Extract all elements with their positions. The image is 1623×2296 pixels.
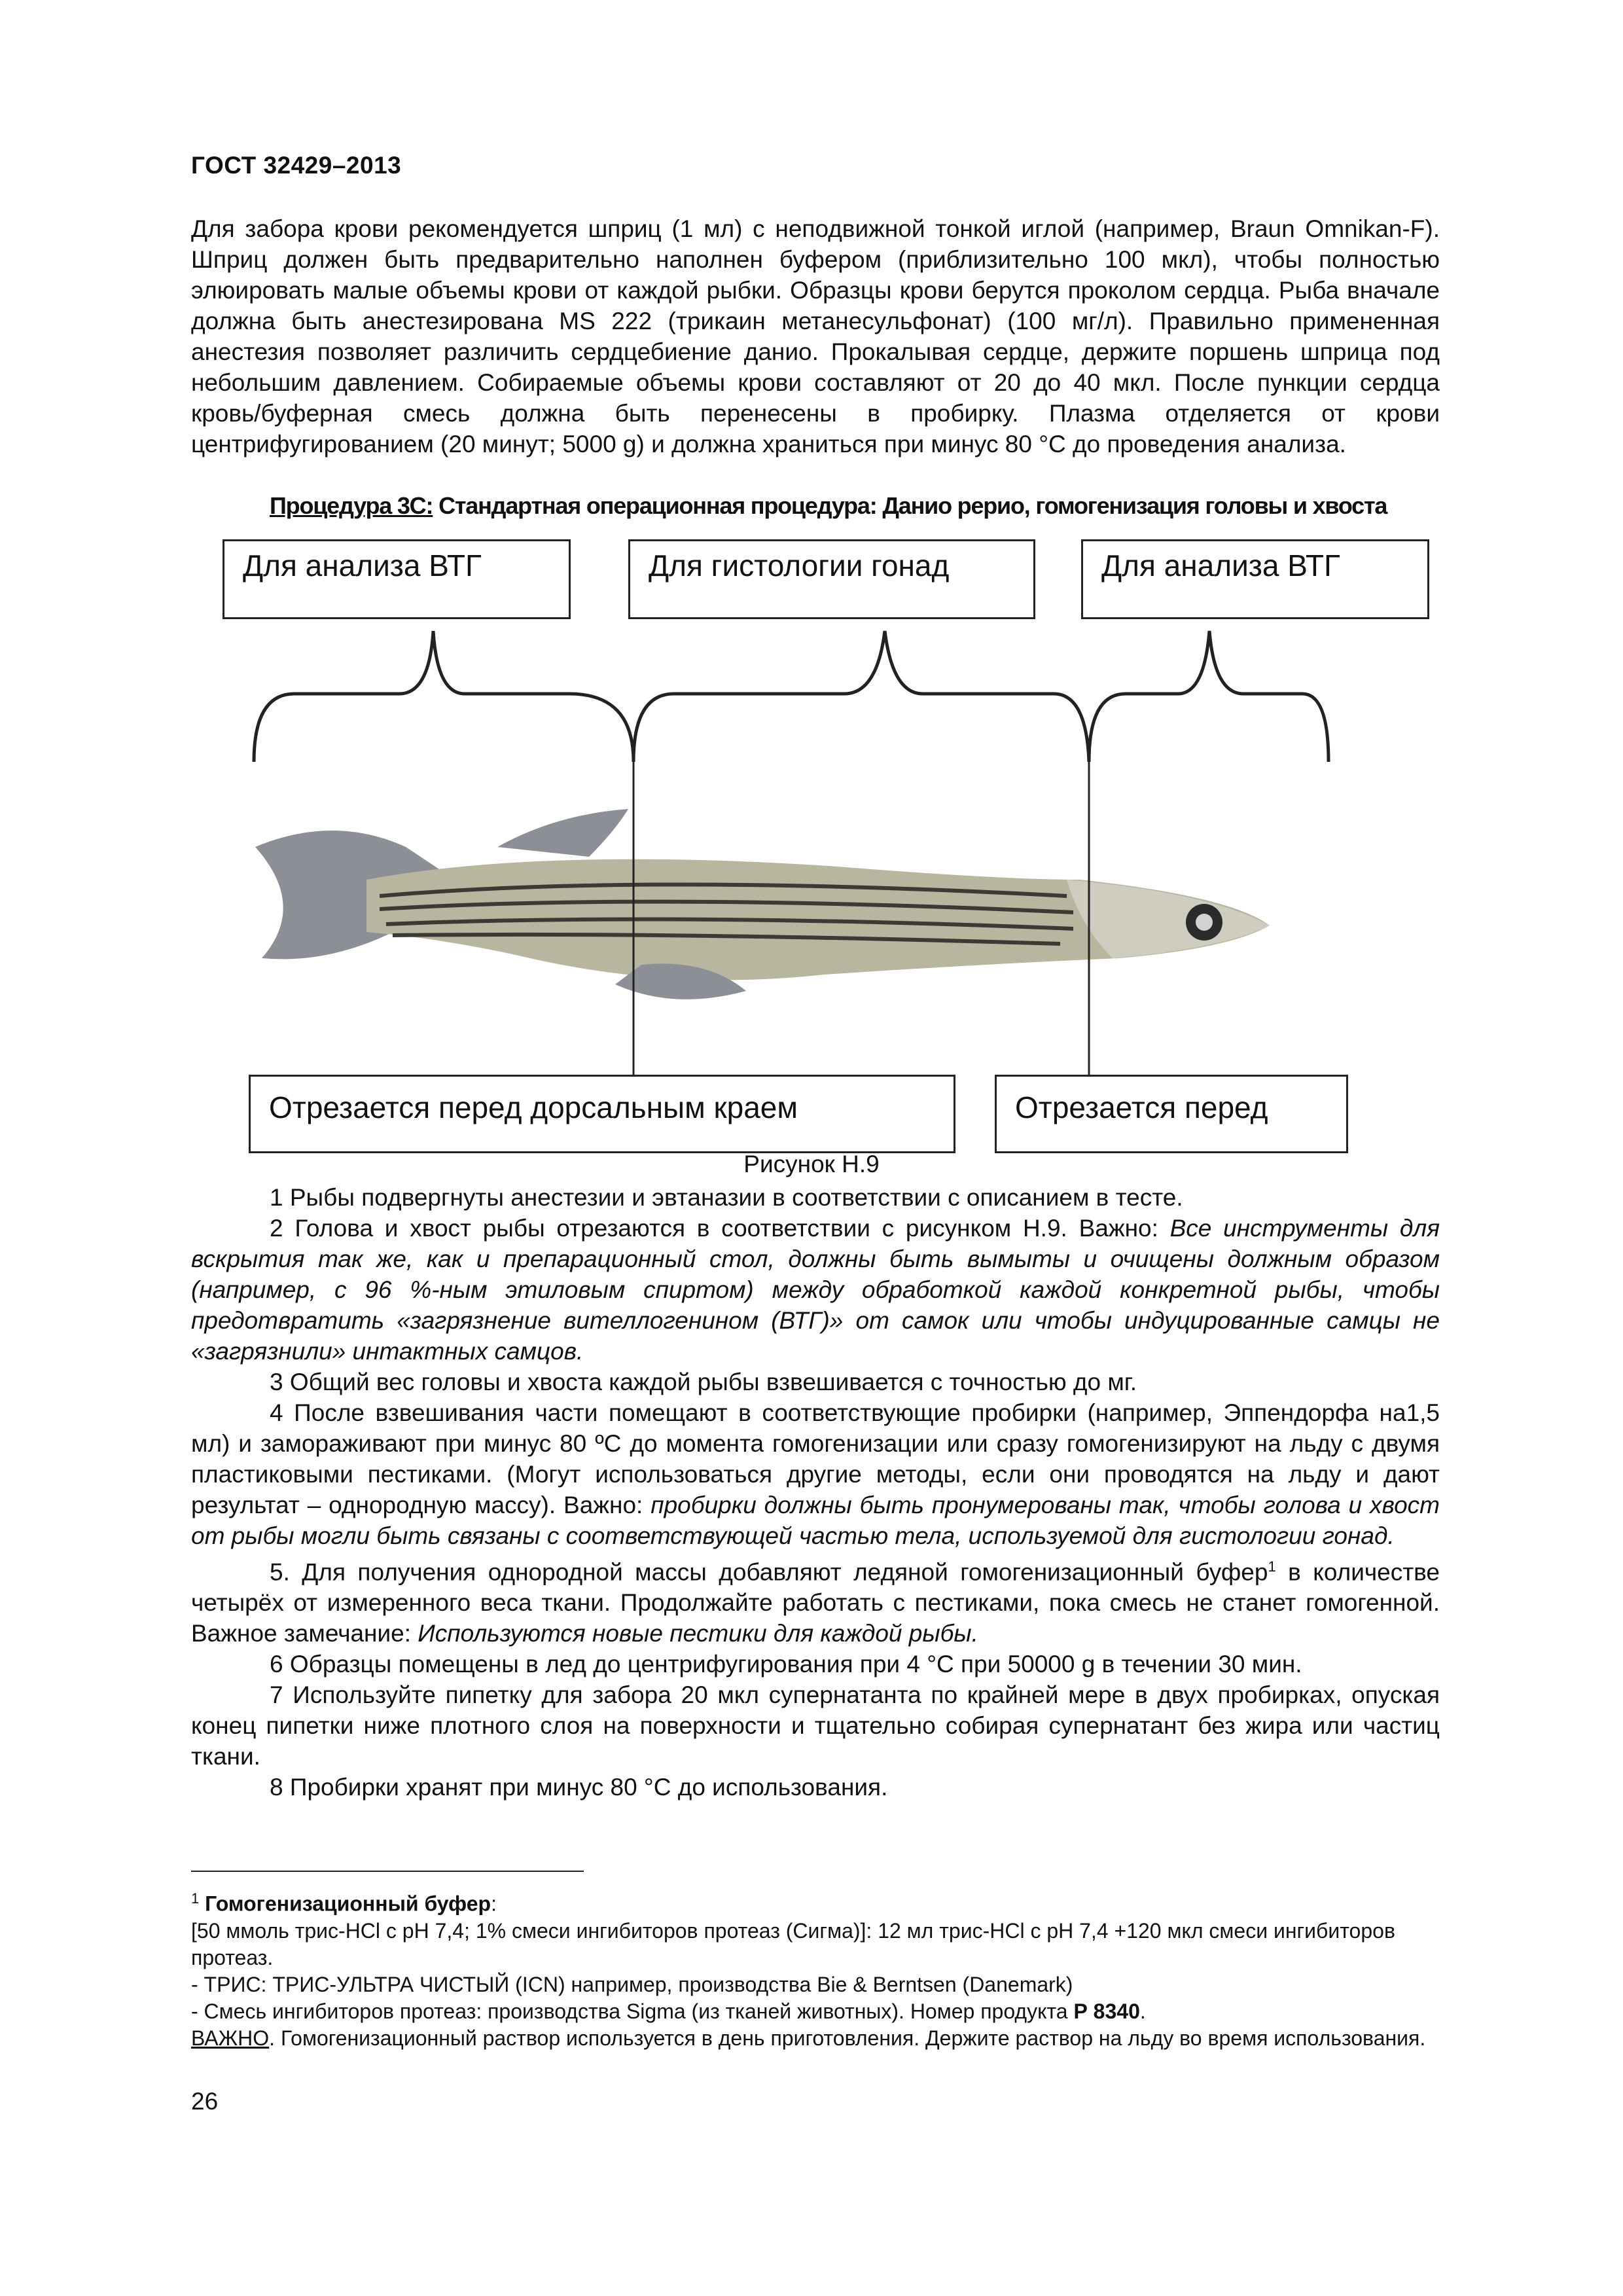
procedure-label: Процедура 3С:	[270, 492, 433, 519]
footnote-line-1: [50 ммоль трис-HCl с рН 7,4; 1% смеси ингибиторов протеаз (Сигма)]: 12 мл трис-HCl с рН 7,4 +120 мкл смеси ингибиторов протеаз.	[191, 1918, 1395, 1969]
step-2: 2 Голова и хвост рыбы отрезаются в соответствии с рисунком Н.9. Важно: Все инструменты для вскрытия так же, как и препарационный стол, должны быть вымыты и очищены должным образом (например, с 96 %-ным этиловым спиртом) между обработкой каждой конкретной рыбы, чтобы предотвратить «загрязнение вителлогенином (ВТГ)» от самок или чтобы индуцированные самцы не «загрязнили» интактных самцов.	[191, 1215, 1440, 1365]
footnote-heading: $^1$ Гомогенизационный буфер:	[191, 1890, 497, 1916]
step-8: 8 Пробирки хранят при минус 80 °С до использования.	[270, 1774, 888, 1801]
figure-caption: Рисунок Н.9	[743, 1151, 880, 1177]
label-box-vtg-tail: Для анализа ВТГ	[1081, 539, 1429, 619]
footnote-line-3: - Смесь ингибиторов протеаз: производства Sigma (из тканей животных). Номер продукта Р 8340.	[191, 1999, 1146, 2023]
figure-fish-dissection	[243, 539, 1466, 1155]
step-6: 6 Образцы помещены в лед до центрифугирования при 4 °С при 50000 g в течении 30 мин.	[270, 1651, 1302, 1678]
footnote	[191, 1885, 1454, 2052]
page-number: 26	[191, 2088, 219, 2115]
intro-paragraph: Для забора крови рекомендуется шприц (1 мл) с неподвижной тонкой иглой (например, Braun Omnikan-F). Шприц должен быть предварительно наполнен буфером (приблизительно 100 мкл), чтобы полностью элюировать малые объемы крови от каждой рыбки. Образцы крови берутся проколом сердца. Рыба вначале должна быть анестезирована MS 222 (трикаин метанесульфонат) (100 мг/л). Правильно примененная анестезия позволяет различить сердцебиение данио. Прокалывая сердце, держите поршень шприца под небольшим давлением. Собираемые объемы крови составляют от 20 до 40 мкл. После пункции сердца кровь/буферная смесь должна быть перенесены в пробирку. Плазма отделяется от крови центрифугированием (20 минут; 5000 g) и должна храниться при минус 80 °С до проведения анализа.	[191, 215, 1440, 457]
step-3: 3 Общий вес головы и хвоста каждой рыбы взвешивается с точностью до мг.	[270, 1369, 1137, 1395]
footnote-line-4: ВАЖНО. Гомогенизационный раствор используется в день приготовления. Держите раствор на льду во время использования.	[191, 2026, 1426, 2050]
footnote-divider	[191, 1871, 584, 1872]
label-box-gonad-histology: Для гистологии гонад	[628, 539, 1035, 619]
footnote-line-2: - ТРИС: ТРИС-УЛЬТРА ЧИСТЫЙ (ICN) например, производства Bie & Berntsen (Danemark)	[191, 1972, 1073, 1996]
zebrafish-image	[255, 809, 1270, 999]
step-4: 4 После взвешивания части помещают в соответствующие пробирки (например, Эппендорфа на1,5 мл) и замораживают при минус 80 ºС до момента гомогенизации или сразу гомогенизируют на льду с двумя пластиковыми пестиками. (Могут использоваться другие методы, если они проводятся на льду и дают результат – однородную массу). Важно: пробирки должны быть пронумерованы так, чтобы голова и хвост от рыбы могли быть связаны с соответствующей частью тела, используемой для гистологии гонад.	[191, 1399, 1440, 1549]
label-box-vtg-head: Для анализа ВТГ	[223, 539, 571, 619]
step-7: 7 Используйте пипетку для забора 20 мкл супернатанта по крайней мере в двух пробирках, опуская конец пипетки ниже плотного слоя на поверхности и тщательно собирая супернатант без жира или частиц ткани.	[191, 1681, 1440, 1770]
step-1: 1 Рыбы подвергнуты анестезии и эвтаназии в соответствии с описанием в тесте.	[270, 1184, 1183, 1211]
procedure-steps	[191, 1182, 1440, 1803]
standard-header: ГОСТ 32429–2013	[191, 152, 402, 179]
fish-diagram	[249, 539, 1466, 1155]
cut-label-dorsal: Отрезается перед дорсальным краем	[249, 1075, 955, 1153]
brace-lines	[254, 631, 1329, 762]
footnote-ref: 1	[1268, 1558, 1276, 1575]
procedure-heading: Стандартная операционная процедура: Данио рерио, гомогенизация головы и хвоста	[433, 492, 1387, 519]
step-5: 5. Для получения однородной массы добавляют ледяной гомогенизационный буфер$^1$ в количестве четырёх от измеренного веса ткани. Продолжайте работать с пестиками, пока смесь не станет гомогенной. Важное замечание: Используются новые пестики для каждой рыбы.	[191, 1558, 1440, 1647]
procedure-title	[270, 492, 1526, 520]
cut-label-front: Отрезается перед	[995, 1075, 1348, 1153]
